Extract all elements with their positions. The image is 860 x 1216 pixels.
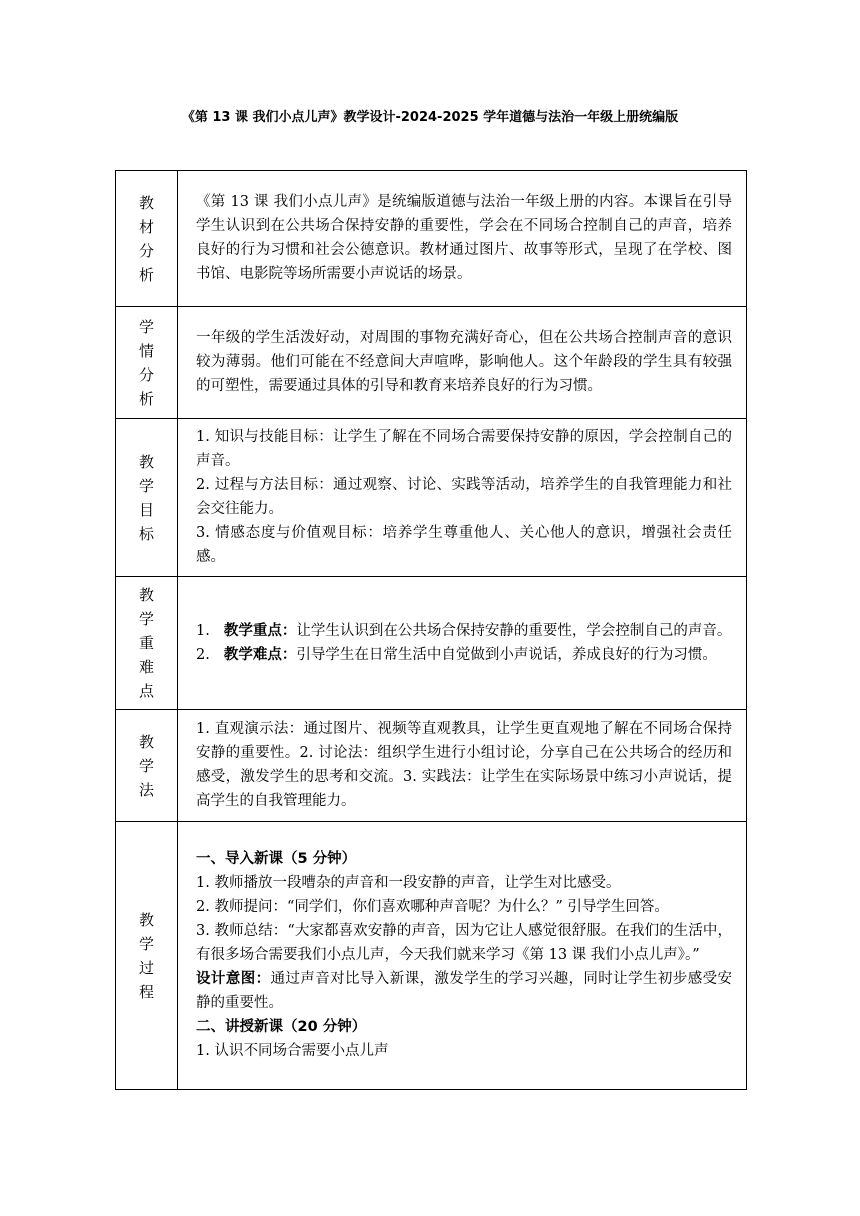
row-label-student-analysis — [116, 307, 178, 419]
label-char: 难 — [138, 658, 154, 676]
label-char: 学 — [138, 610, 154, 628]
document-title: 《第 13 课 我们小点儿声》教学设计-2024-2025 学年道德与法治一年级上册统编版 — [181, 110, 679, 125]
key-point-text: 引导学生在日常生活中自觉做到小声说话，养成良好的行为习惯。 — [296, 646, 717, 663]
label-char: 情 — [138, 341, 154, 360]
key-points-content — [178, 577, 747, 710]
key-point-text: 让学生认识到在公共场合保持安静的重要性，学会控制自己的声音。 — [296, 622, 732, 639]
lesson-plan-table — [115, 170, 747, 1090]
row-textbook-analysis — [116, 171, 747, 307]
teaching-objectives-content — [178, 419, 747, 577]
section-heading-intro: 一、导入新课（5 分钟） — [196, 851, 357, 867]
teaching-methods-content — [178, 710, 747, 822]
label-char: 析 — [138, 389, 154, 408]
student-analysis-content — [178, 307, 747, 419]
label-char: 教 — [138, 910, 154, 929]
label-char: 学 — [138, 756, 154, 775]
label-char: 法 — [138, 780, 154, 799]
section-heading-new-lesson: 二、讲授新课（20 分钟） — [196, 1019, 367, 1035]
row-label-teaching-methods — [116, 710, 178, 822]
design-intent-label: 设计意图： — [196, 971, 271, 987]
key-point-number: 1. — [196, 622, 210, 639]
design-intent — [196, 967, 732, 1015]
objective-3: 3. 情感态度与价值观目标：培养学生尊重他人、关心他人的意识，增强社会责任感。 — [196, 525, 732, 565]
label-char: 重 — [138, 634, 154, 652]
process-step-1: 1. 教师播放一段嘈杂的声音和一段安静的声音，让学生对比感受。 — [196, 875, 621, 891]
row-label-teaching-process — [116, 822, 178, 1090]
label-char: 点 — [138, 682, 154, 700]
sub-section-1: 1. 认识不同场合需要小点儿声 — [196, 1043, 389, 1059]
label-char: 学 — [138, 476, 154, 495]
label-char: 教 — [138, 586, 154, 604]
label-char: 学 — [138, 934, 154, 953]
key-point-label: 教学难点： — [223, 646, 297, 663]
label-char: 分 — [138, 365, 154, 384]
row-label-textbook-analysis — [116, 171, 178, 307]
row-student-analysis — [116, 307, 747, 419]
label-char: 教 — [138, 452, 154, 471]
key-point-1 — [196, 619, 732, 643]
key-point-number: 2. — [196, 646, 210, 663]
paragraph: 1. 直观演示法：通过图片、视频等直观教具，让学生更直观地了解在不同场合保持安静的重要性。2. 讨论法：组织学生进行小组讨论，分享自己在公共场合的经历和感受，激发学生的思考和交流。3. 实践法：让学生在实际场景中练习小声说话，提高学生的自我管理能力。 — [196, 721, 732, 809]
paragraph: 一年级的学生活泼好动，对周围的事物充满好奇心，但在公共场合控制声音的意识较为薄弱。他们可能在不经意间大声喧哗，影响他人。这个年龄段的学生具有较强的可塑性，需要通过具体的引导和教育来培养良好的行为习惯。 — [196, 330, 732, 394]
design-intent-text: 通过声音对比导入新课，激发学生的学习兴趣，同时让学生初步感受安静的重要性。 — [196, 971, 732, 1011]
label-char: 析 — [138, 265, 154, 284]
label-char: 程 — [138, 982, 154, 1001]
label-char: 标 — [138, 524, 154, 543]
objective-1: 1. 知识与技能目标：让学生了解在不同场合需要保持安静的原因，学会控制自己的声音。 — [196, 429, 732, 469]
teaching-process-content — [178, 822, 747, 1090]
row-label-teaching-objectives — [116, 419, 178, 577]
objective-2: 2. 过程与方法目标：通过观察、讨论、实践等活动，培养学生的自我管理能力和社会交往能力。 — [196, 477, 732, 517]
label-char: 材 — [138, 217, 154, 236]
textbook-analysis-content — [178, 171, 747, 307]
paragraph: 《第 13 课 我们小点儿声》是统编版道德与法治一年级上册的内容。本课旨在引导学生认识到在公共场合保持安静的重要性，学会在不同场合控制自己的声音，培养良好的行为习惯和社会公德意识。教材通过图片、故事等形式，呈现了在学校、图书馆、电影院等场所需要小声说话的场景。 — [196, 194, 732, 282]
row-teaching-objectives — [116, 419, 747, 577]
key-point-2 — [196, 643, 732, 667]
process-step-3: 3. 教师总结：“大家都喜欢安静的声音，因为它让人感觉很舒服。在我们的生活中，有很多场合需要我们小点儿声，今天我们就来学习《第 13 课 我们小点儿声》。” — [196, 923, 732, 963]
row-key-points — [116, 577, 747, 710]
label-char: 学 — [138, 317, 154, 336]
label-char: 分 — [138, 241, 154, 260]
key-point-label: 教学重点： — [223, 622, 297, 639]
row-label-key-points — [116, 577, 178, 710]
label-char: 教 — [138, 193, 154, 212]
label-char: 过 — [138, 958, 154, 977]
process-step-2: 2. 教师提问：“同学们，你们喜欢哪种声音呢？为什么？” 引导学生回答。 — [196, 899, 669, 915]
label-char: 目 — [138, 500, 154, 519]
row-teaching-process — [116, 822, 747, 1090]
row-teaching-methods — [116, 710, 747, 822]
label-char: 教 — [138, 732, 154, 751]
